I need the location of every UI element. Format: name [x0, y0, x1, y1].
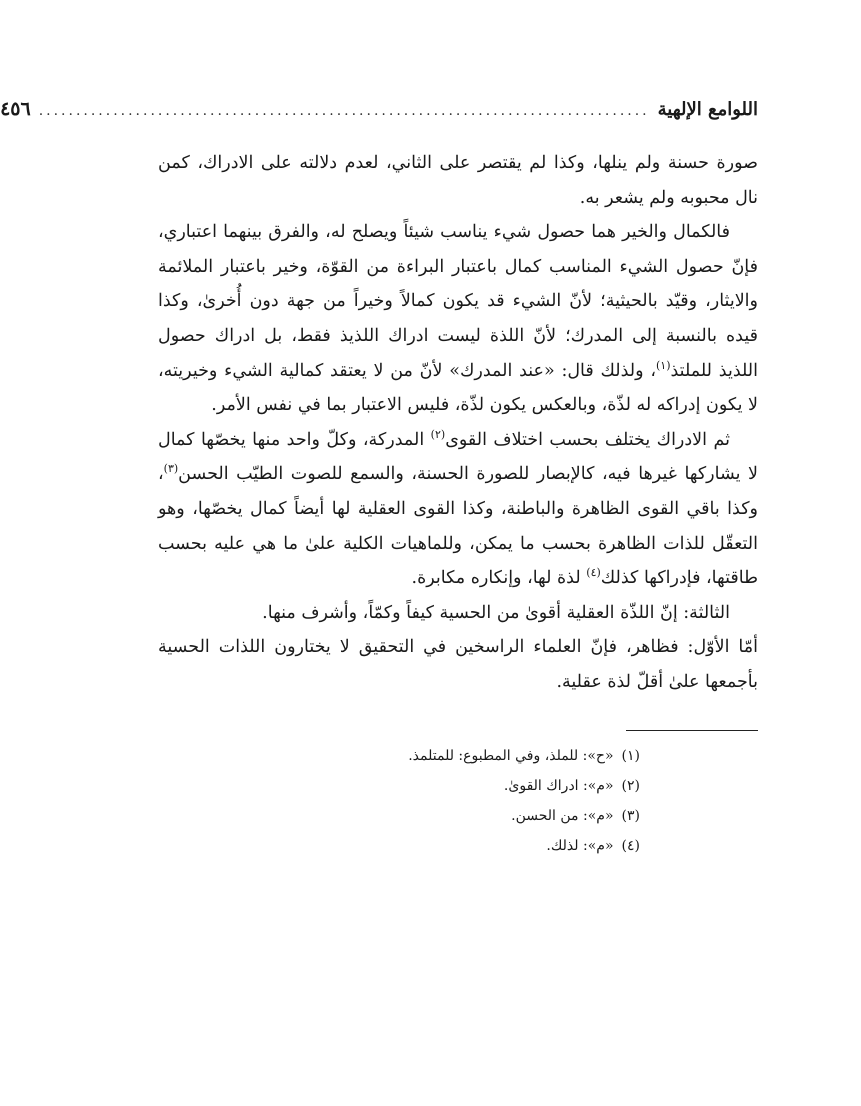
footnote-reference: (٤) — [586, 566, 601, 580]
footnote-text: «ح»: للملذ، وفي المطبوع: للمتلمذ. — [408, 747, 614, 764]
footnote-text: «م»: ادراك القوىٰ. — [503, 777, 614, 794]
page-number: ٤٥٦ — [0, 98, 31, 120]
footnote-item — [158, 771, 640, 801]
paragraph-text: فالكمال والخير هما حصول شيء يناسب شيئاً ويصلح له، والفرق بينهما اعتباري، فإنّ حصول الشيء المناسب كمال باعتبار البراءة من القوّة، وخير باعتبار الملائمة والايثار، وقيّد بالحيثية؛ لأنّ الشيء قد يكون كمالاً وخيراً من جهة دون أُخرىٰ، وكذا قيده بالنسبة إلى المدرك؛ لأنّ اللذة ليست ادراك اللذيذ فقط، بل ادراك حصول اللذيذ للملتذ — [158, 222, 758, 381]
paragraph-text: ثم الادراك يختلف بحسب اختلاف القوى — [445, 429, 730, 450]
running-header — [0, 98, 758, 138]
footnote-reference: (١) — [655, 358, 671, 372]
paragraph-text: الثالثة: إنّ اللذّة العقلية أقوىٰ من الحسية كيفاً وكمّاً، وأشرف منها. — [262, 602, 730, 623]
footnote-item — [158, 831, 640, 861]
footnote-number: (٤) — [621, 837, 640, 854]
footnote-item — [158, 741, 640, 771]
paragraph-text: صورة حسنة ولم ينلها، وكذا لم يقتصر على الثاني، لعدم دلالته على الادراك، كمن نال محبوبه ولم يشعر به. — [158, 153, 758, 208]
footnotes — [158, 741, 758, 861]
footnote-text: «م»: من الحسن. — [511, 807, 614, 824]
paragraph — [158, 215, 758, 423]
paragraph-text: أمّا الأوّل: فظاهر، فإنّ العلماء الراسخين في التحقيق لا يختارون اللذات الحسية بأجمعها علىٰ أقلّ لذة عقلية. — [158, 637, 758, 692]
paragraph — [158, 630, 758, 699]
paragraph-text: ، وكذا باقي القوى الظاهرة والباطنة، وكذا القوى العقلية لها أيضاً كمال يخصّها، وهو التعقّل للذات الظاهرة بحسب ما يمكن، وللماهيات الكلية علىٰ ما هي عليه بحسب طاقتها، فإدراكها كذلك — [158, 464, 758, 589]
book-page — [0, 98, 758, 861]
paragraph-text: المدركة، وكلّ واحد منها يخصّها كمال لا يشاركها غيرها فيه، كالإبصار للصورة الحسنة، والسمع للصوت الطيّب الحسن — [158, 429, 758, 485]
footnote-number: (٢) — [621, 777, 640, 794]
body-text — [158, 146, 758, 700]
book-title: اللوامع الإلهية — [657, 99, 758, 120]
footnote-text: «م»: لذلك. — [546, 837, 614, 854]
paragraph — [158, 596, 758, 631]
footnote-reference: (٢) — [430, 427, 446, 441]
footnote-item — [158, 801, 640, 831]
footnote-reference: (٣) — [163, 462, 179, 476]
paragraph-text: لذة لها، وإنكاره مكابرة. — [411, 568, 587, 589]
dot-leader: .................................................................................. — [38, 103, 650, 119]
paragraph — [158, 146, 758, 215]
footnote-number: (٣) — [621, 807, 640, 824]
footnote-divider — [626, 730, 758, 731]
paragraph — [158, 423, 758, 596]
footnote-number: (١) — [621, 747, 640, 764]
paragraph-text: ، ولذلك قال: «عند المدرك» لأنّ من لا يعتقد كمالية الشيء وخيريته، لا يكون إدراكه له لذّة، وبالعكس يكون لذّة، فليس الاعتبار بما في نفس الأمر. — [158, 360, 758, 416]
